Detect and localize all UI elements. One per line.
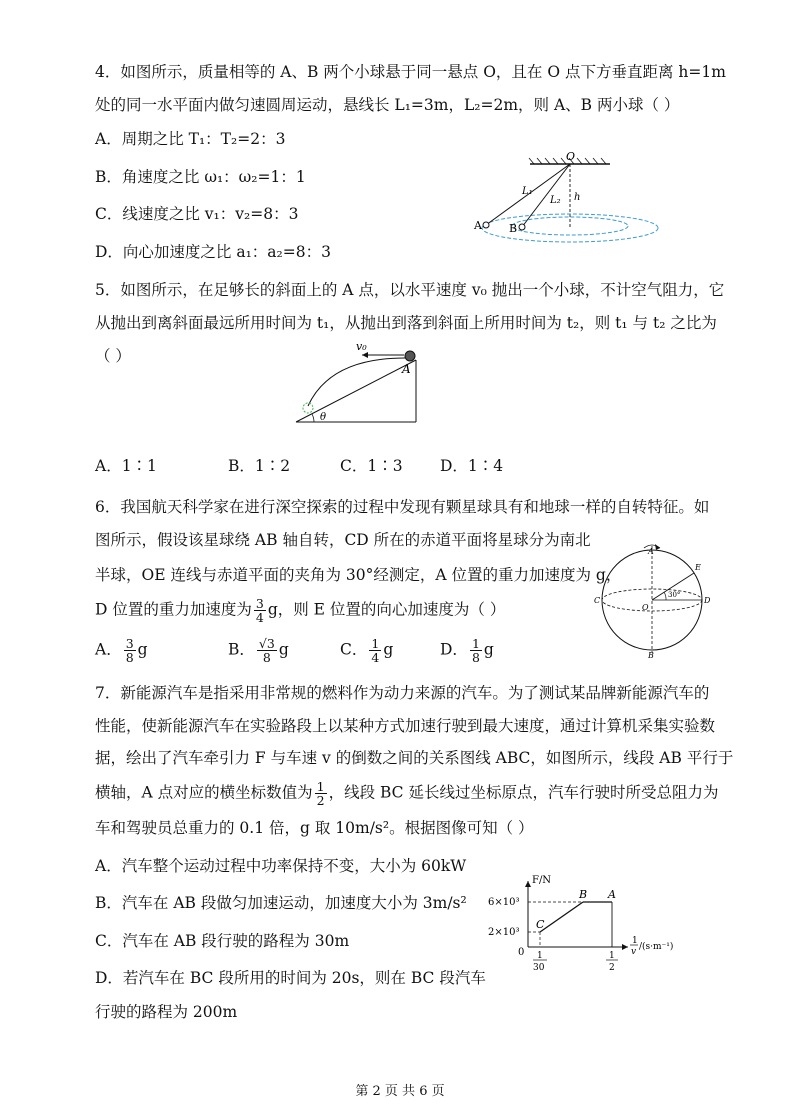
q4-stem-line1: 4．如图所示，质量相等的 A、B 两个小球悬于同一悬点 O，且在 O 点下方垂直距离 h=1m [95,63,726,81]
q7-option-c: C．汽车在 AB 段行驶的路程为 30m [95,932,350,950]
q5-option-d: D．1∶4 [440,457,504,475]
q7-graph-x-axis-unit: /(s·m⁻¹) [639,942,674,952]
q4-ball-b [519,224,525,230]
q7-option-a: A．汽车整个运动过程中功率保持不变，大小为 60kW [95,857,467,875]
q4-figure-conical-pendulum [470,150,700,260]
q7-option-d-continued: 行驶的路程为 200m [95,1003,238,1021]
q4-option-c: C．线速度之比 v₁：v₂=8：3 [95,205,299,223]
q4-stem-line2: 处的同一水平面内做匀速圆周运动，悬线长 L₁=3m，L₂=2m，则 A、B 两小球（ ） [95,96,680,114]
q5-stem-line1: 5．如图所示，在足够长的斜面上的 A 点，以水平速度 v₀ 抛出一个小球，不计空气阻力，它 [95,281,725,299]
q7-stem-line1: 7．新能源汽车是指采用非常规的燃料作为动力来源的汽车。为了测试某品牌新能源汽车的 [95,684,710,702]
q4-option-a: A．周期之比 T₁：T₂=2：3 [95,130,286,148]
q6-figure-planet [592,540,722,660]
q7-graph-y-tick-low: 2×10³ [488,927,520,938]
q6-fig-label-angle: 30° [668,591,681,599]
q7-fraction-1-2: $\frac{1}{2}$ [316,779,325,808]
q7-graph-x-tick2-num: 1 [609,951,615,961]
q7-graph-y-tick-high: 6×10³ [488,897,520,908]
q6-fraction-3-4: $\frac{3}{4}$ [255,596,264,625]
q7-graph-label-c: C [536,918,545,931]
q5-fig-label-theta: θ [320,412,327,423]
q4-fig-label-b: B [509,222,518,235]
q7-graph-label-a: A [608,888,616,901]
q6-line4-post: g，则 E 位置的向心加速度为（ ） [267,600,506,619]
q5-option-a: A．1∶1 [95,457,157,475]
q6-stem-line3: 半球，OE 连线与赤道平面的夹角为 30°经测定，A 位置的重力加速度为 g， [95,566,622,584]
q6-fig-label-e: E [695,563,701,572]
page-footer: 第 2 页 共 6 页 [355,1084,445,1099]
q5-figure-incline [290,340,440,430]
q7-option-d: D．若汽车在 BC 段所用的时间为 20s，则在 BC 段汽车 [95,969,486,987]
q4-fig-label-a: A [474,219,482,232]
q7-figure-f-vs-inverse-v-graph [480,865,710,980]
q6-option-a: A． $\frac{3}{8}$ g [95,636,148,665]
q7-graph-x-axis-num: 1 [632,936,638,946]
q7-line4-pre: 横轴，A 点对应的横坐标数值为 [95,783,313,802]
q7-stem-line5: 车和驾驶员总重力的 0.1 倍，g 取 10m/s²。根据图像可知（ ） [95,819,534,837]
q4-fig-label-l2: L₂ [550,195,561,206]
q5-stem-line3: （ ） [95,347,131,365]
q7-graph-label-b: B [579,888,588,901]
q6-stem-line2: 图所示，假设该星球绕 AB 轴自转，CD 所在的赤道平面将星球分为南北 [95,531,591,549]
q6-fig-label-c: C [594,596,601,605]
q6-line4-pre: D 位置的重力加速度为 [95,600,252,619]
q4-option-d: D．向心加速度之比 a₁：a₂=8：3 [95,243,331,261]
q6-stem-line1: 6．我国航天科学家在进行深空探索的过程中发现有颗星球具有和地球一样的自转特征。如 [95,498,710,516]
q6-fig-label-a: A [648,547,654,556]
q7-graph-origin: 0 [518,947,525,958]
q5-ball [405,351,415,361]
q7-graph-x-axis-den: v [631,947,637,957]
q6-option-c: C． $\frac{1}{4}$ g [340,636,394,665]
q5-option-c: C．1∶3 [340,457,403,475]
q6-option-b: B． $\frac{√3}{8}$ g [228,636,289,665]
q7-stem-line2: 性能，使新能源汽车在实验路段上以某种方式加速行驶到最大速度，通过计算机采集实验数 [95,717,716,735]
q6-fig-label-b: B [648,651,654,660]
q5-option-b: B．1∶2 [228,457,291,475]
q7-stem-line3: 据，绘出了汽车牵引力 F 与车速 v 的倒数之间的关系图线 ABC，如图所示，线段 AB 平行于 [95,749,734,767]
q4-option-b: B．角速度之比 ω₁：ω₂=1：1 [95,168,306,186]
q6-option-d: D． $\frac{1}{8}$ g [440,636,494,665]
q6-fig-label-d: D [704,596,711,605]
q7-graph-x-tick1-den: 30 [533,963,545,973]
q7-graph-y-axis-label: F/N [532,875,552,886]
q5-fig-label-a: A [402,362,411,376]
q7-stem-line4 [95,780,718,807]
q5-fig-label-v0: v₀ [356,340,367,353]
q7-graph-x-tick2-den: 2 [609,963,615,973]
q5-stem-line2: 从抛出到离斜面最远所用时间为 t₁，从抛出到落到斜面上所用时间为 t₂，则 t₁ 与 t₂ 之比为 [95,314,717,332]
q4-fig-label-l1: L₁ [522,186,533,197]
q6-stem-line4 [95,597,505,624]
q7-option-b: B．汽车在 AB 段做匀加速运动，加速度大小为 3m/s² [95,894,467,912]
q6-fig-label-o: O [642,603,649,612]
q4-fig-label-o: O [566,150,576,163]
q7-graph-x-tick1-num: 1 [537,951,543,961]
q4-ball-a [483,222,489,228]
q7-segment-bc [540,902,583,932]
q7-line4-post: ，线段 BC 延长线过坐标原点，汽车行驶时所受总阻力为 [328,783,719,802]
q4-fig-label-h: h [574,192,581,203]
